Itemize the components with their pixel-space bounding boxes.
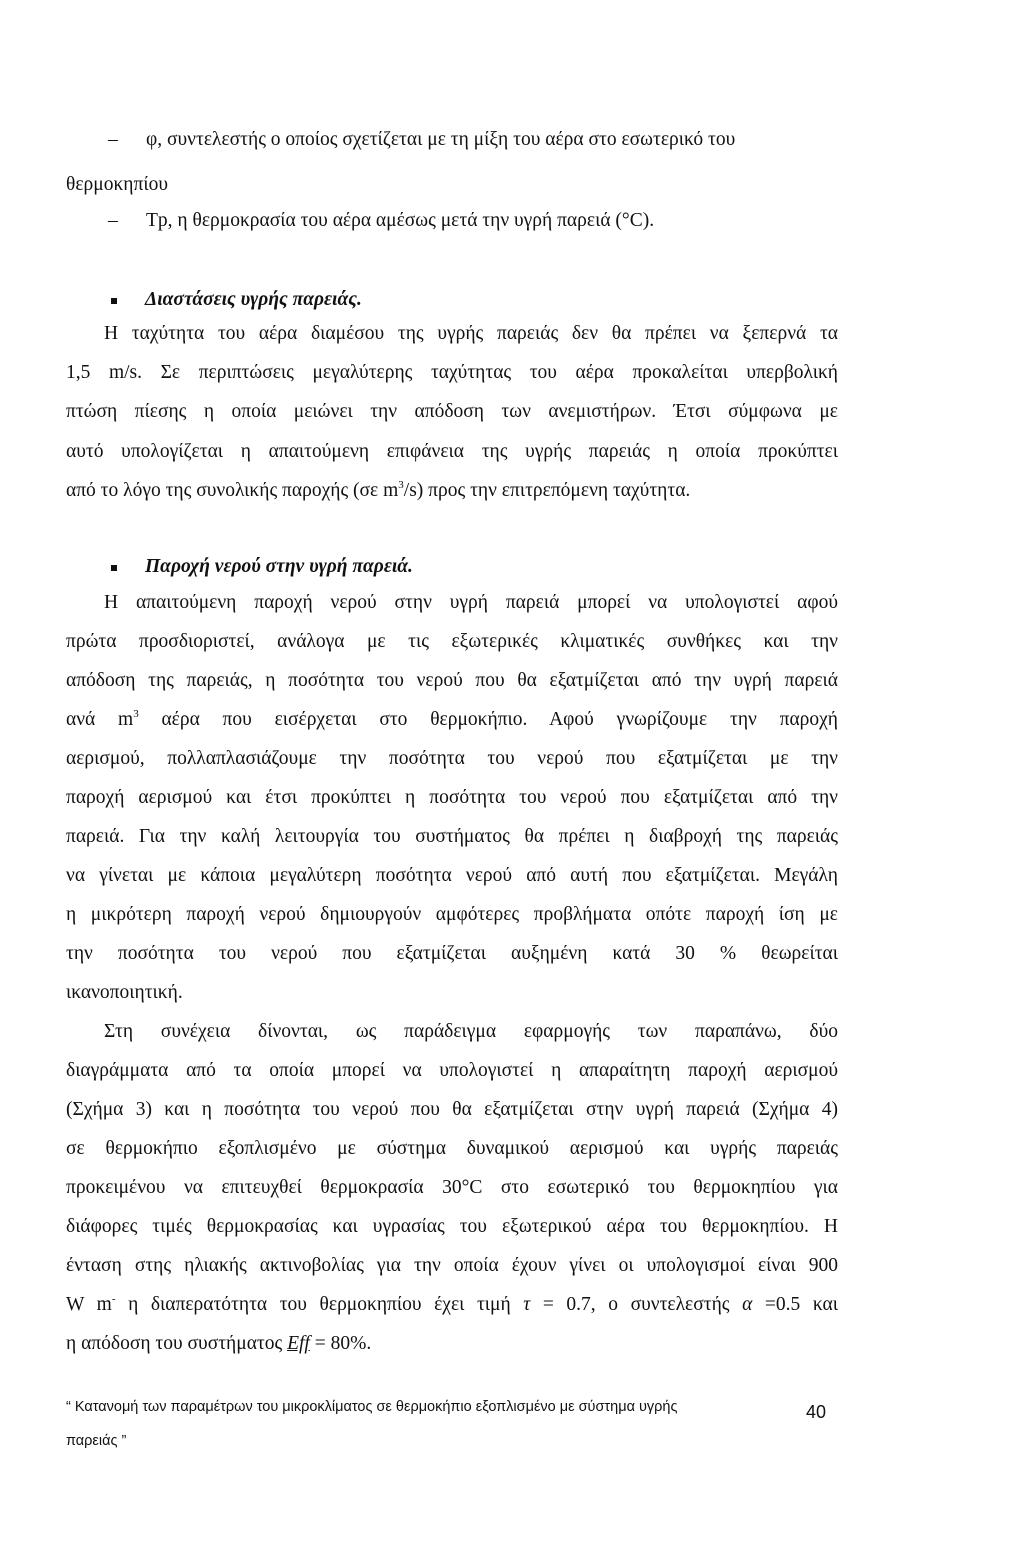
paragraph-line — [66, 479, 690, 505]
list-item-phi-line2: θερμοκηπίου — [66, 174, 168, 195]
text-run: η απόδοση του συστήματος — [66, 1333, 288, 1354]
text-run: = 80%. — [309, 1333, 372, 1354]
list-dash: – — [108, 129, 118, 150]
paragraph-line: παρειά. Για την καλή λειτουργία του συστήματος θα πρέπει η διαβροχή της παρειάς — [66, 826, 838, 847]
symbol-eff: Eff — [287, 1333, 310, 1354]
superscript: 3 — [133, 708, 139, 720]
section-heading-pad-dimensions: Διαστάσεις υγρής παρειάς. — [145, 289, 362, 310]
footer-title-line2: παρειάς ” — [66, 1433, 127, 1449]
bullet-square-icon — [111, 298, 117, 304]
text-run: ανά m — [66, 709, 134, 730]
paragraph-line — [66, 708, 838, 734]
superscript: - — [111, 1293, 116, 1305]
paragraph-line: προκειμένου να επιτευχθεί θερμοκρασία 30°C στο εσωτερικό του θερμοκηπίου για — [66, 1177, 838, 1198]
text-run: /s) προς την επιτρεπόμενη ταχύτητα. — [403, 480, 691, 501]
paragraph-line: αυτό υπολογίζεται η απαιτούμενη επιφάνεια της υγρής παρειάς η οποία προκύπτει — [66, 441, 838, 462]
paragraph-line: Στη συνέχεια δίνονται, ως παράδειγμα εφαρμογής των παραπάνω, δύο — [104, 1021, 838, 1042]
text-run: =0.5 και — [752, 1294, 838, 1315]
paragraph-line: Η απαιτούμενη παροχή νερού στην υγρή παρειά μπορεί να υπολογιστεί αφού — [104, 592, 838, 613]
paragraph-line: Η ταχύτητα του αέρα διαμέσου της υγρής παρειάς δεν θα πρέπει να ξεπερνά τα — [104, 323, 838, 344]
text-run: η διαπερατότητα του θερμοκηπίου έχει τιμή — [115, 1294, 524, 1315]
list-item-phi-line1: φ, συντελεστής ο οποίος σχετίζεται με τη μίξη του αέρα στο εσωτερικό του — [146, 129, 736, 150]
paragraph-line: διάφορες τιμές θερμοκρασίας και υγρασίας του εξωτερικού αέρα του θερμοκηπίου. Η — [66, 1216, 838, 1237]
text-run: = 0.7, ο συντελεστής — [530, 1294, 743, 1315]
text-run: αέρα που εισέρχεται στο θερμοκήπιο. Αφού γνωρίζουμε την παροχή — [138, 709, 838, 730]
paragraph-line: πρώτα προσδιοριστεί, ανάλογα με τις εξωτερικές κλιματικές συνθήκες και την — [66, 631, 838, 652]
paragraph-line: την ποσότητα του νερού που εξατμίζεται αυξημένη κατά 30 % θεωρείται — [66, 943, 838, 964]
list-dash: – — [108, 210, 118, 231]
footer-title-line1: “ Κατανομή των παραμέτρων του μικροκλίματος σε θερμοκήπιο εξοπλισμένο με σύστημα υγρής — [66, 1399, 678, 1415]
paragraph-line: 1,5 m/s. Σε περιπτώσεις μεγαλύτερης ταχύτητας του αέρα προκαλείται υπερβολική — [66, 362, 838, 383]
paragraph-line: απόδοση της παρειάς, η ποσότητα του νερού που θα εξατμίζεται από την υγρή παρειά — [66, 670, 838, 691]
bullet-square-icon — [111, 565, 117, 571]
paragraph-line: ικανοποιητική. — [66, 982, 183, 1003]
paragraph-line: παροχή αερισμού και έτσι προκύπτει η ποσότητα του νερού που εξατμίζεται από την — [66, 787, 838, 808]
paragraph-line: αερισμού, πολλαπλασιάζουμε την ποσότητα του νερού που εξατμίζεται με την — [66, 748, 838, 769]
superscript: 3 — [398, 479, 404, 491]
text-run: W m — [66, 1294, 112, 1315]
paragraph-line: ένταση στης ηλιακής ακτινοβολίας για την οποία έχουν γίνει οι υπολογισμοί είναι 900 — [66, 1255, 838, 1276]
paragraph-line: να γίνεται με κάποια μεγαλύτερη ποσότητα νερού από αυτή που εξατμίζεται. Μεγάλη — [66, 865, 838, 886]
paragraph-line: η μικρότερη παροχή νερού δημιουργούν αμφότερες προβλήματα οπότε παροχή ίση με — [66, 904, 838, 925]
section-heading-water-supply: Παροχή νερού στην υγρή παρειά. — [145, 556, 413, 577]
text-run: από το λόγο της συνολικής παροχής (σε m — [66, 480, 399, 501]
paragraph-line: πτώση πίεσης η οποία μειώνει την απόδοση των ανεμιστήρων. Έτσι σύμφωνα με — [66, 401, 838, 422]
list-item-tp-line1: Tp, η θερμοκρασία του αέρα αμέσως μετά την υγρή παρειά (°C). — [146, 210, 655, 231]
paragraph-line — [66, 1293, 838, 1319]
paragraph-line: σε θερμοκήπιο εξοπλισμένο με σύστημα δυναμικού αερισμού και υγρής παρειάς — [66, 1138, 838, 1159]
symbol-alpha: α — [742, 1294, 753, 1315]
paragraph-line — [66, 1332, 371, 1356]
paragraph-line: (Σχήμα 3) και η ποσότητα του νερού που θα εξατμίζεται στην υγρή παρειά (Σχήμα 4) — [66, 1099, 838, 1120]
symbol-tau: τ — [523, 1294, 531, 1315]
paragraph-line: διαγράμματα από τα οποία μπορεί να υπολογιστεί η απαραίτητη παροχή αερισμού — [66, 1060, 838, 1081]
page-number: 40 — [806, 1402, 827, 1422]
